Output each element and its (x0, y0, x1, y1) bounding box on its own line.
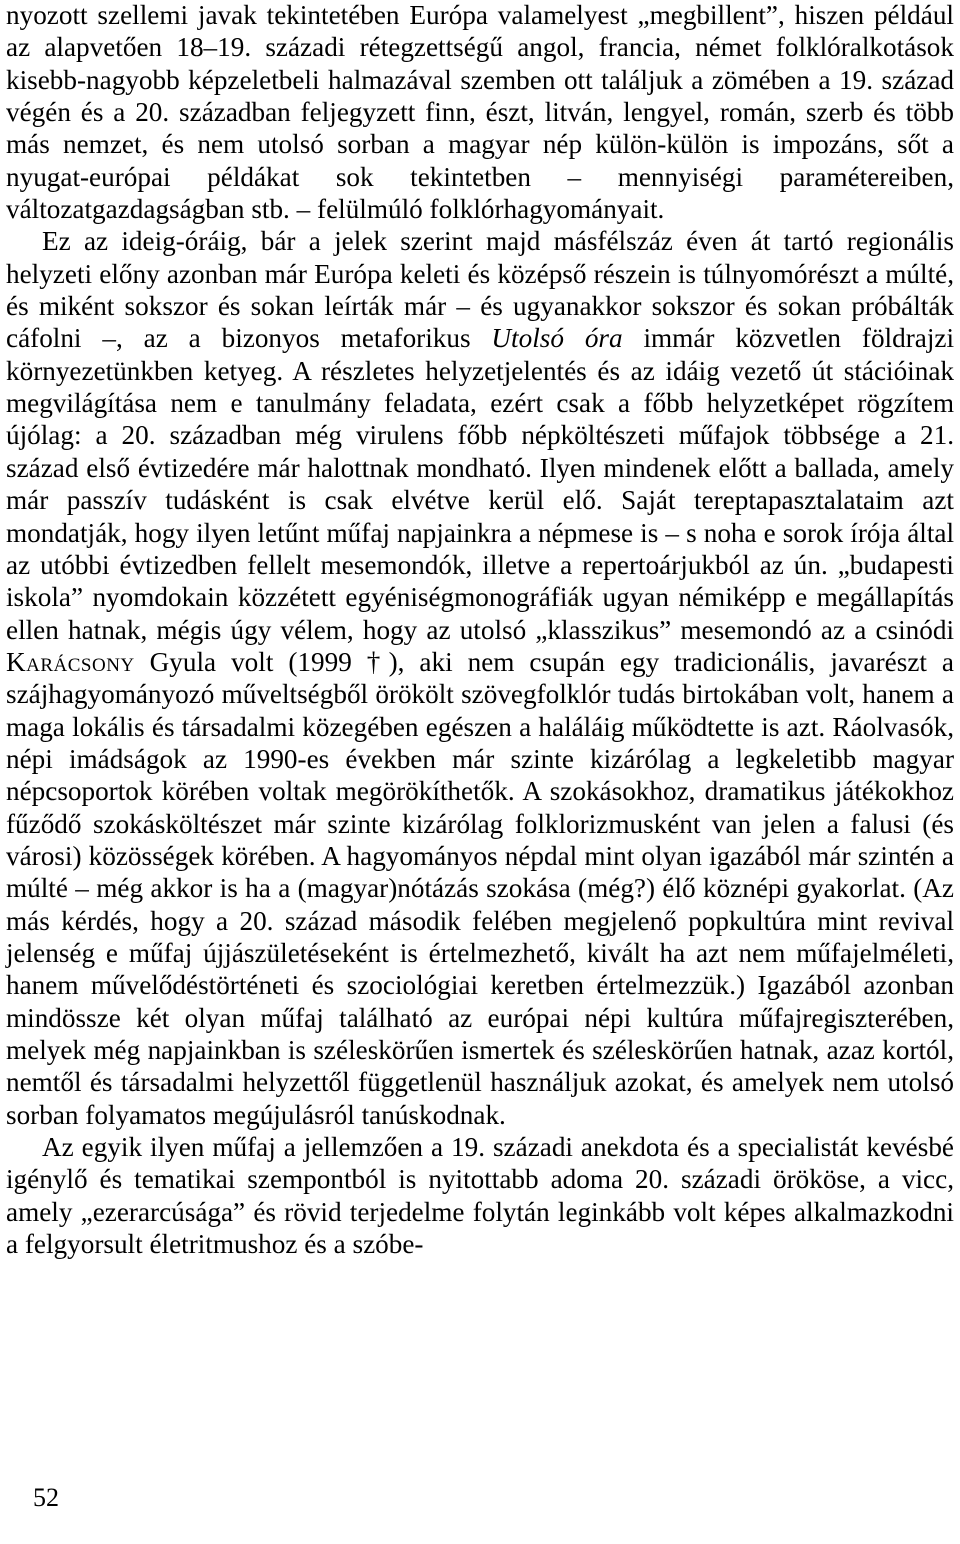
page-number: 52 (33, 1483, 59, 1512)
paragraph-text-part1: Ez az ideig-óráig, bár a jelek szerint majd másfélszáz éven át tartó regionális helyzeti előny azonban már Európa keleti és középső részein is túlnyomórészt a múlté, és miként sokszor és sokan leírták már – és ugyanakkor sokszor és sokan próbálták cáfolni –, az a bizonyos metaforikus (6, 226, 954, 354)
body-text (6, 0, 954, 1260)
italic-title: Utolsó óra (491, 323, 623, 354)
paragraph-anecdote: Az egyik ilyen műfaj a jellemzően a 19. századi anekdota és a specialistát kevésbé igénylő és tematikai szempontból is nyitottabb adoma 20. századi örököse, a vicc, amely „ezerarcúsága” és rövid terjedelme folytán leginkább volt képes alkalmazkodni a felgyorsult életritmushoz és a szóbe- (6, 1132, 954, 1260)
surname-smallcaps: Karácsony (6, 646, 135, 677)
paragraph-text-part2: immár közvetlen földrajzi környezetünkben ketyeg. A részletes helyzetjelentés és az idáig vezető út stációinak megvilágítása nem e tanulmány feladata, ezért csak a főbb helyzetképet rögzítem újólag: a 20. században még virulens főbb népköltészeti műfajok többsége a 21. század első évtizedére már halottnak mondható. Ilyen mindenek előtt a ballada, amely már passzív tudásként is csak elvétve kerül elő. Saját tereptapasztalataim azt mondatják, hogy ilyen letűnt műfaj napjainkra a népmese is – s noha e sorok írója által az utóbbi évtizedben fellelt mesemondók, illetve a repertoárjukból az ún. „budapesti iskola” nyomdokain közzétett egyéniségmonográfiák ugyan némiképp e megállapítás ellen hatnak, mégis úgy vélem, hogy az utolsó „klasszikus” mesemondó az a csinódi (6, 323, 954, 645)
paragraph-regional-advantage (6, 225, 954, 1131)
paragraph-text-part3: Gyula volt (1999 †), aki nem csupán egy tradicionális, javarészt a szájhagyományozó műveltségből örökölt szövegfolklór tudás birtokában volt, hanem a maga lokális és társadalmi közegében egészen a haláláig működtette is azt. Ráolvasók, népi imádságok az 1990-es években már szinte kizárólag a legkeletibb magyar népcsoportok körében voltak megörökíthetők. A szokásokhoz, dramatikus játékokhoz fűződő szokásköltészet már szinte kizárólag folklorizmusként van jelen a falusi (és városi) közösségek körében. A hagyományos népdal mint olyan igazából már szintén a múlté – még akkor is ha a (magyar)nótázás szokása (még?) élő köznépi gyakorlat. (Az más kérdés, hogy a 20. század második felében megjelenő popkultúra mint revival jelenség e műfaj újjászületéseként is értelmezhető, kivált ha azt nem műfajelméleti, hanem művelődéstörténeti és szociológiai keretben értelmezzük.) Igazából azonban mindössze két olyan műfaj található az európai népi kultúra műfajregiszterében, melyek még napjainkban is széleskörűen ismertek és széleskörűen hatnak, azaz kortól, nemtől és társadalmi helyzettől függetlenül használjuk azokat, és amelyek nem utolsó sorban folyamatos megújulásról tanúskodnak. (6, 646, 954, 1130)
paragraph-continued: nyozott szellemi javak tekintetében Európa valamelyest „megbillent”, hiszen például az alapvetően 18–19. századi rétegzettségű angol, francia, német folklóralkotások kisebb-nagyobb képzeletbeli halmazával szemben ott találjuk a zömében a 19. század végén és a 20. században feljegyzett finn, észt, litván, lengyel, román, szerb és több más nemzet, és nem utolsó sorban a magyar nép külön-külön is impozáns, sőt a nyugat-európai példákat sok tekintetben – mennyiségi paramétereiben, változatgazdagságban stb. – felülmúló folklórhagyományait. (6, 0, 954, 225)
